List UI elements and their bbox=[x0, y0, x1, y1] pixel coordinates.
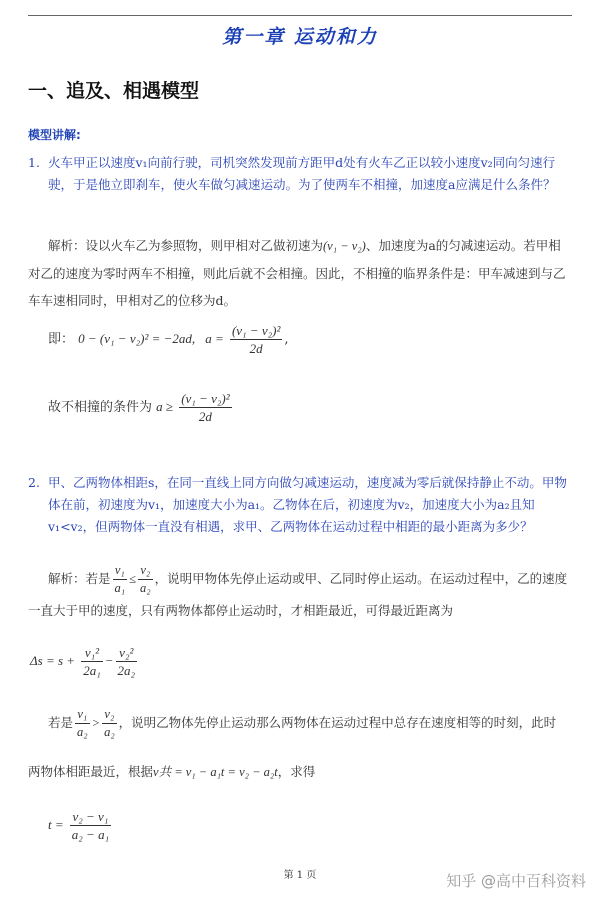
denominator: 2d bbox=[249, 341, 263, 356]
question-text: 甲、乙两物体相距s，在同一直线上同方向做匀减速运动，速度减为零后就保持静止不动。甲物体在前，初速度为v₁，加速度大小为a₁。乙物体在后，初速度为v₂，加速度大小为a₂且知v₁<v₂，但两物体一直没有相遇，求甲、乙两物体在运动过程中相距的最小距离为多少？ bbox=[48, 475, 567, 534]
numerator: v₁ bbox=[113, 562, 128, 580]
answer-2-closest bbox=[28, 758, 570, 786]
delta-s-equation bbox=[30, 644, 139, 679]
condition-prefix: 故不相撞的条件为 bbox=[48, 400, 153, 415]
answer-2-paragraph bbox=[28, 562, 570, 624]
chapter-title: 第一章 运动和力 bbox=[222, 26, 378, 48]
analysis-text: ，说明乙物体先停止运动那么两物体在运动过程中总存在速度相等的时刻，此时 bbox=[118, 715, 557, 730]
denominator: 2a₂ bbox=[117, 663, 136, 678]
numerator: (v₁ − v₂)² bbox=[181, 391, 230, 406]
denominator: a₂ bbox=[104, 725, 115, 739]
fraction bbox=[230, 322, 282, 357]
denominator: a₁ bbox=[114, 581, 126, 595]
analysis-text: 解析：若是 bbox=[48, 571, 111, 586]
numerator: v₂ bbox=[138, 562, 153, 580]
equation-left: t = bbox=[48, 817, 64, 832]
fraction bbox=[113, 562, 128, 597]
fraction bbox=[70, 808, 111, 843]
question-number: 2. bbox=[28, 475, 40, 490]
numerator: v₂² bbox=[116, 644, 138, 662]
denominator: a₂ − a₁ bbox=[71, 827, 110, 842]
answer-1-paragraph bbox=[28, 232, 570, 314]
denominator: a₂ bbox=[140, 581, 151, 595]
denominator: 2d bbox=[198, 409, 212, 424]
numerator: v₂ − v₁ bbox=[70, 808, 111, 826]
t-equation bbox=[48, 808, 113, 843]
fraction bbox=[179, 390, 231, 425]
condition-left: a ≥ bbox=[156, 399, 174, 414]
denominator: 2a₁ bbox=[83, 663, 101, 678]
equation-prefix: 即： bbox=[48, 332, 75, 347]
page-number: 第 1 页 bbox=[283, 870, 317, 881]
equation-left: Δs = s + bbox=[30, 653, 76, 668]
watermark: 知乎 @高中百科资料 bbox=[446, 872, 586, 890]
equation-main: 0 − (v₁ − v₂)² = −2ad, bbox=[78, 331, 196, 346]
equation-1 bbox=[48, 322, 289, 357]
analysis-text: ，求得 bbox=[277, 764, 316, 779]
analysis-text: 若是 bbox=[48, 715, 74, 730]
analysis-text: 两物体相距最近，根据 bbox=[28, 764, 154, 779]
operator: ≤ bbox=[129, 572, 136, 586]
fraction bbox=[102, 706, 117, 741]
fraction bbox=[81, 644, 103, 679]
question-number: 1. bbox=[28, 155, 40, 170]
model-label: 模型讲解: bbox=[28, 128, 81, 142]
analysis-text: 解析：设以火车乙为参照物，则甲相对乙做初速为 bbox=[48, 238, 324, 253]
fraction bbox=[116, 644, 138, 679]
analysis-text: 、加速度为a的匀减速运动。若甲相对乙的速度为零时两车不相撞，则此后就不会相撞。因此，不相撞的临界条件是：甲车减速到与乙车车速相同时，甲相对乙的位移为d。 bbox=[28, 238, 566, 308]
denominator: a₂ bbox=[77, 725, 88, 739]
question-2 bbox=[28, 472, 570, 538]
section-title: 一、追及、相遇模型 bbox=[28, 80, 200, 102]
fraction bbox=[138, 562, 153, 597]
velocity-equation: v共 = v₁ − a₁t = v₂ − a₂t bbox=[153, 765, 278, 779]
numerator: v₂ bbox=[102, 706, 117, 724]
header-rule bbox=[28, 15, 572, 16]
question-1 bbox=[28, 152, 570, 196]
numerator: (v₁ − v₂)² bbox=[231, 323, 281, 338]
relative-velocity: (v₁ − v₂) bbox=[323, 239, 366, 253]
equation-end: , bbox=[284, 332, 289, 347]
numerator: v₁ bbox=[75, 706, 90, 724]
operator: > bbox=[91, 716, 101, 730]
numerator: v₁² bbox=[81, 644, 103, 662]
question-text: 火车甲正以速度v₁向前行驶，司机突然发现前方距甲d处有火车乙正以较小速度v₂同向匀速行驶，于是他立即刹车，使火车做匀减速运动。为了使两车不相撞，加速度a应满足什么条件？ bbox=[48, 155, 556, 192]
answer-2-case-2 bbox=[28, 706, 570, 741]
operator: − bbox=[104, 653, 114, 668]
fraction bbox=[75, 706, 90, 741]
analysis-text: ，说明甲物体先停止运动或甲、乙同时停止运动。在运动过程中，乙的速度一直大于甲的速度，只有两物体都停止运动时，才相距最近，可得最近距离为 bbox=[28, 571, 568, 618]
equation-left: a = bbox=[205, 331, 224, 346]
condition-1 bbox=[48, 390, 234, 425]
